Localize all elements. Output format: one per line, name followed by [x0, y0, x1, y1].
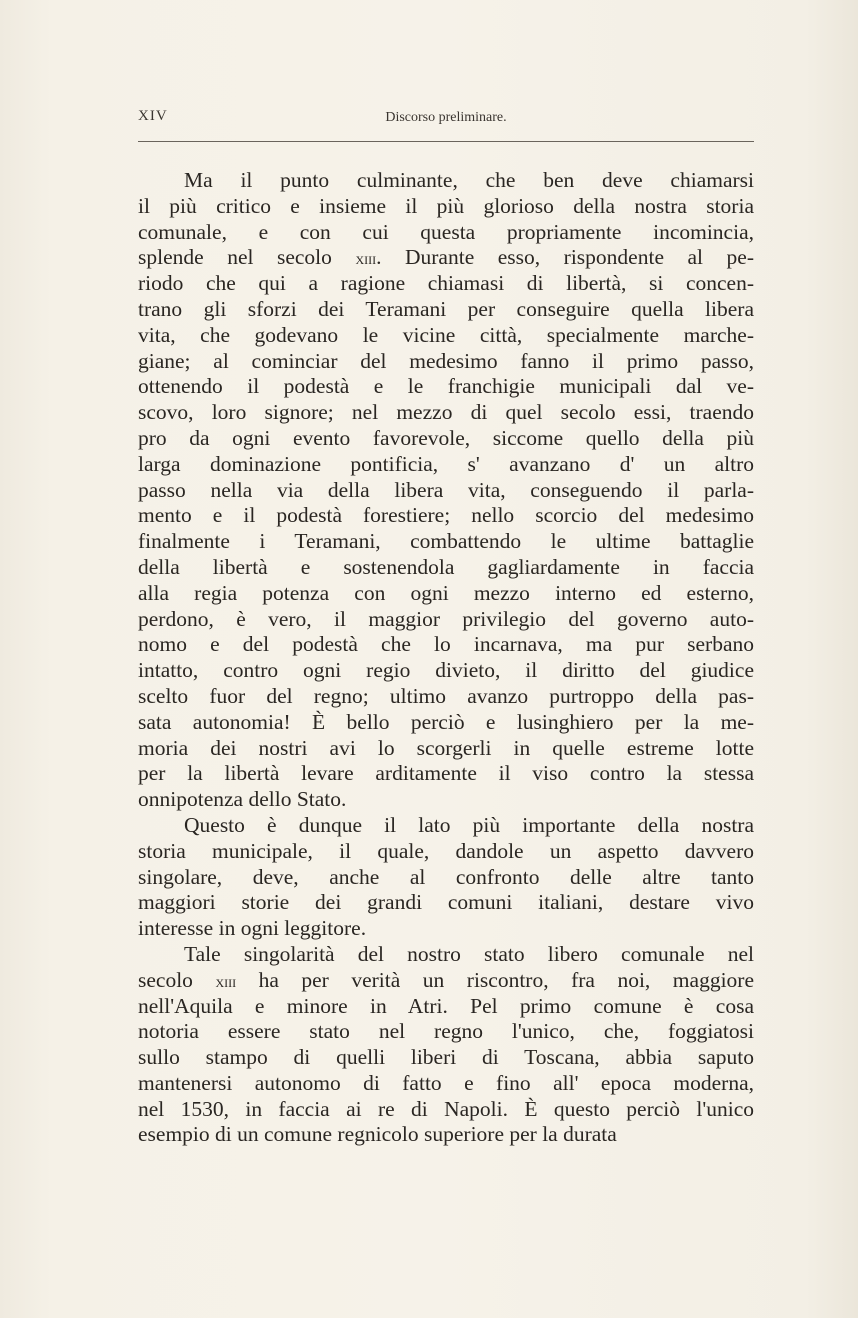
text-line: vita, che godevano le vicine città, specialmente marche- — [138, 322, 754, 347]
text-line: passo nella via della libera vita, conseguendo il parla- — [138, 477, 754, 502]
paragraph — [138, 942, 754, 1148]
text-line: per la libertà levare arditamente il viso contro la stessa — [138, 761, 754, 786]
text-line: scelto fuor del regno; ultimo avanzo purtroppo della pas- — [138, 683, 754, 708]
paragraph — [138, 813, 754, 942]
text-line: pro da ogni evento favorevole, siccome quello della più — [138, 425, 754, 450]
text-line: moria dei nostri avi lo scorgerli in quelle estreme lotte — [138, 735, 754, 760]
text-line: mento e il podestà forestiere; nello scorcio del medesimo — [138, 503, 754, 528]
text-line: alla regia potenza con ogni mezzo interno ed esterno, — [138, 580, 754, 605]
text-line: riodo che qui a ragione chiamasi di libertà, si concen- — [138, 271, 754, 296]
text-line: notoria essere stato nel regno l'unico, che, foggiatosi — [138, 1019, 754, 1044]
text-line: nell'Aquila e minore in Atri. Pel primo comune è cosa — [138, 993, 754, 1018]
text-line: storia municipale, il quale, dandole un aspetto davvero — [138, 838, 754, 863]
text-line: secolo xiii ha per verità un riscontro, fra noi, maggiore — [138, 967, 754, 992]
text-line: Questo è dunque il lato più importante della nostra — [184, 812, 754, 837]
text-line: nomo e del podestà che lo incarnava, ma pur serbano — [138, 632, 754, 657]
text-line: giane; al cominciar del medesimo fanno il primo passo, — [138, 348, 754, 373]
body-text — [138, 168, 754, 1148]
text-line: mantenersi autonomo di fatto e fino all' epoca moderna, — [138, 1070, 754, 1095]
text-line: della libertà e sostenendola gagliardamente in faccia — [138, 554, 754, 579]
paragraph — [138, 168, 754, 813]
text-line: scovo, loro signore; nel mezzo di quel secolo essi, traendo — [138, 400, 754, 425]
text-line: onnipotenza dello Stato. — [138, 787, 347, 812]
text-line: singolare, deve, anche al confronto delle altre tanto — [138, 864, 754, 889]
text-line: finalmente i Teramani, combattendo le ultime battaglie — [138, 529, 754, 554]
page-number: XIV — [138, 108, 168, 124]
text-line: sata autonomia! È bello perciò e lusinghiero per la me- — [138, 709, 754, 734]
text-line: ottenendo il podestà e le franchigie municipali dal ve- — [138, 374, 754, 399]
header-rule — [138, 141, 754, 142]
text-line: il più critico e insieme il più glorioso della nostra storia — [138, 193, 754, 218]
text-line: maggiori storie dei grandi comuni italiani, destare vivo — [138, 890, 754, 915]
text-line: comunale, e con cui questa propriamente incomincia, — [138, 219, 754, 244]
text-line: nel 1530, in faccia ai re di Napoli. È questo perciò l'unico — [138, 1096, 754, 1121]
text-line: Tale singolarità del nostro stato libero comunale nel — [184, 941, 754, 966]
running-title: Discorso preliminare. — [385, 110, 507, 125]
text-line: splende nel secolo xiii. Durante esso, rispondente al pe- — [138, 245, 754, 270]
text-line: Ma il punto culminante, che ben deve chiamarsi — [184, 168, 754, 192]
page-header — [138, 108, 754, 132]
text-line: sullo stampo di quelli liberi di Toscana, abbia saputo — [138, 1045, 754, 1070]
text-line: perdono, è vero, il maggior privilegio del governo auto- — [138, 606, 754, 631]
text-line: trano gli sforzi dei Teramani per conseguire quella libera — [138, 296, 754, 321]
text-line: interesse in ogni leggitore. — [138, 916, 367, 941]
text-line: larga dominazione pontificia, s' avanzano d' un altro — [138, 451, 754, 476]
text-line: esempio di un comune regnicolo superiore per la durata — [138, 1122, 617, 1147]
text-line: intatto, contro ogni regio divieto, il diritto del giudice — [138, 658, 754, 683]
